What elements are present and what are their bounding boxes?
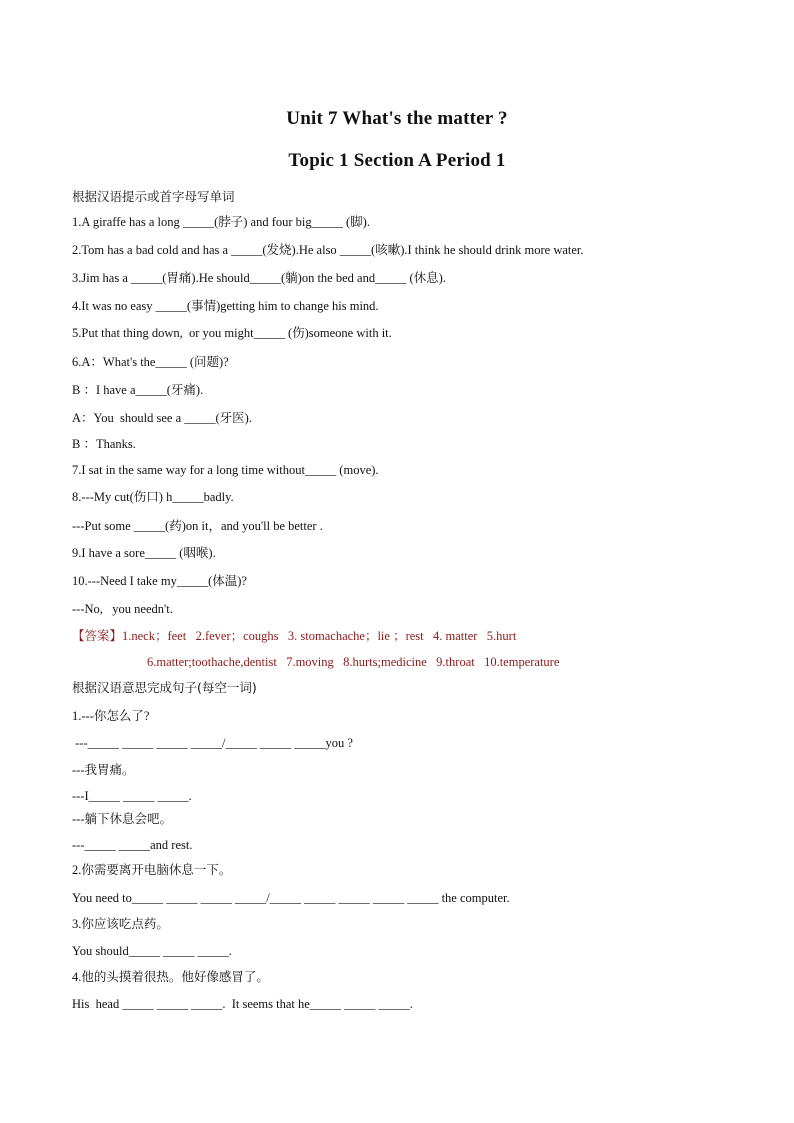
answer-key-line-2: 6.matter;toothache,dentist 7.moving 8.hurts;medicine 9.throat 10.temperature [147, 655, 560, 669]
exercise-line: 1.A giraffe has a long _____(脖子) and four big_____ (脚). [72, 215, 370, 229]
exercise-line: 9.I have a sore_____ (咽喉). [72, 546, 216, 560]
exercise-line: 4.It was no easy _____(事情)getting him to change his mind. [72, 299, 379, 313]
exercise-line: 4.他的头摸着很热。他好像感冒了。 [72, 970, 269, 984]
exercise-line: 5.Put that thing down, or you might_____ (伤)someone with it. [72, 326, 392, 340]
exercise-line: 7.I sat in the same way for a long time without_____ (move). [72, 463, 379, 477]
exercise-line: 1.---你怎么了? [72, 709, 150, 723]
exercise-line: B ：I have a_____(牙痛). [72, 383, 204, 397]
exercise-line: ---躺下休息会吧。 [72, 812, 172, 826]
exercise-line: ---我胃痛。 [72, 763, 135, 777]
section2-heading: 根据汉语意思完成句子(每空一词) [72, 680, 257, 695]
exercise-line: 2.你需要离开电脑休息一下。 [72, 863, 232, 877]
exercise-line: B ：Thanks. [72, 437, 136, 451]
answer-key-line-1: 【答案】1.neck；feet 2.fever；coughs 3. stomachache；lie ；rest 4. matter 5.hurt [72, 629, 517, 643]
document-title: Unit 7 What's the matter ? [286, 108, 508, 129]
exercise-line: 2.Tom has a bad cold and has a _____(发烧).He also _____(咳嗽).I think he should drink more water. [72, 243, 584, 257]
section1-heading: 根据汉语提示或首字母写单词 [72, 189, 235, 204]
exercise-line: You need to_____ _____ _____ _____/_____ _____ _____ _____ _____ the computer. [72, 891, 510, 905]
exercise-line: ---_____ _____and rest. [72, 838, 193, 852]
exercise-line: His head _____ _____ _____. It seems that he_____ _____ _____. [72, 997, 413, 1011]
exercise-line: ---Put some _____(药)on it，and you'll be better . [72, 519, 323, 533]
exercise-line: 3.Jim has a _____(胃痛).He should_____(躺)on the bed and_____ (休息). [72, 271, 446, 285]
exercise-line: 8.---My cut(伤口) h_____badly. [72, 490, 234, 504]
exercise-line: ---_____ _____ _____ _____/_____ _____ _____you ? [72, 736, 353, 750]
exercise-line: ---No, you needn't. [72, 602, 173, 616]
document-subtitle: Topic 1 Section A Period 1 [288, 150, 506, 171]
exercise-line: You should_____ _____ _____. [72, 944, 232, 958]
exercise-line: 3.你应该吃点药。 [72, 917, 169, 931]
exercise-line: A：You should see a _____(牙医). [72, 411, 252, 425]
exercise-line: 10.---Need I take my_____(体温)? [72, 574, 247, 588]
exercise-line: ---I_____ _____ _____. [72, 789, 192, 803]
exercise-line: 6.A：What's the_____ (问题)? [72, 355, 229, 369]
